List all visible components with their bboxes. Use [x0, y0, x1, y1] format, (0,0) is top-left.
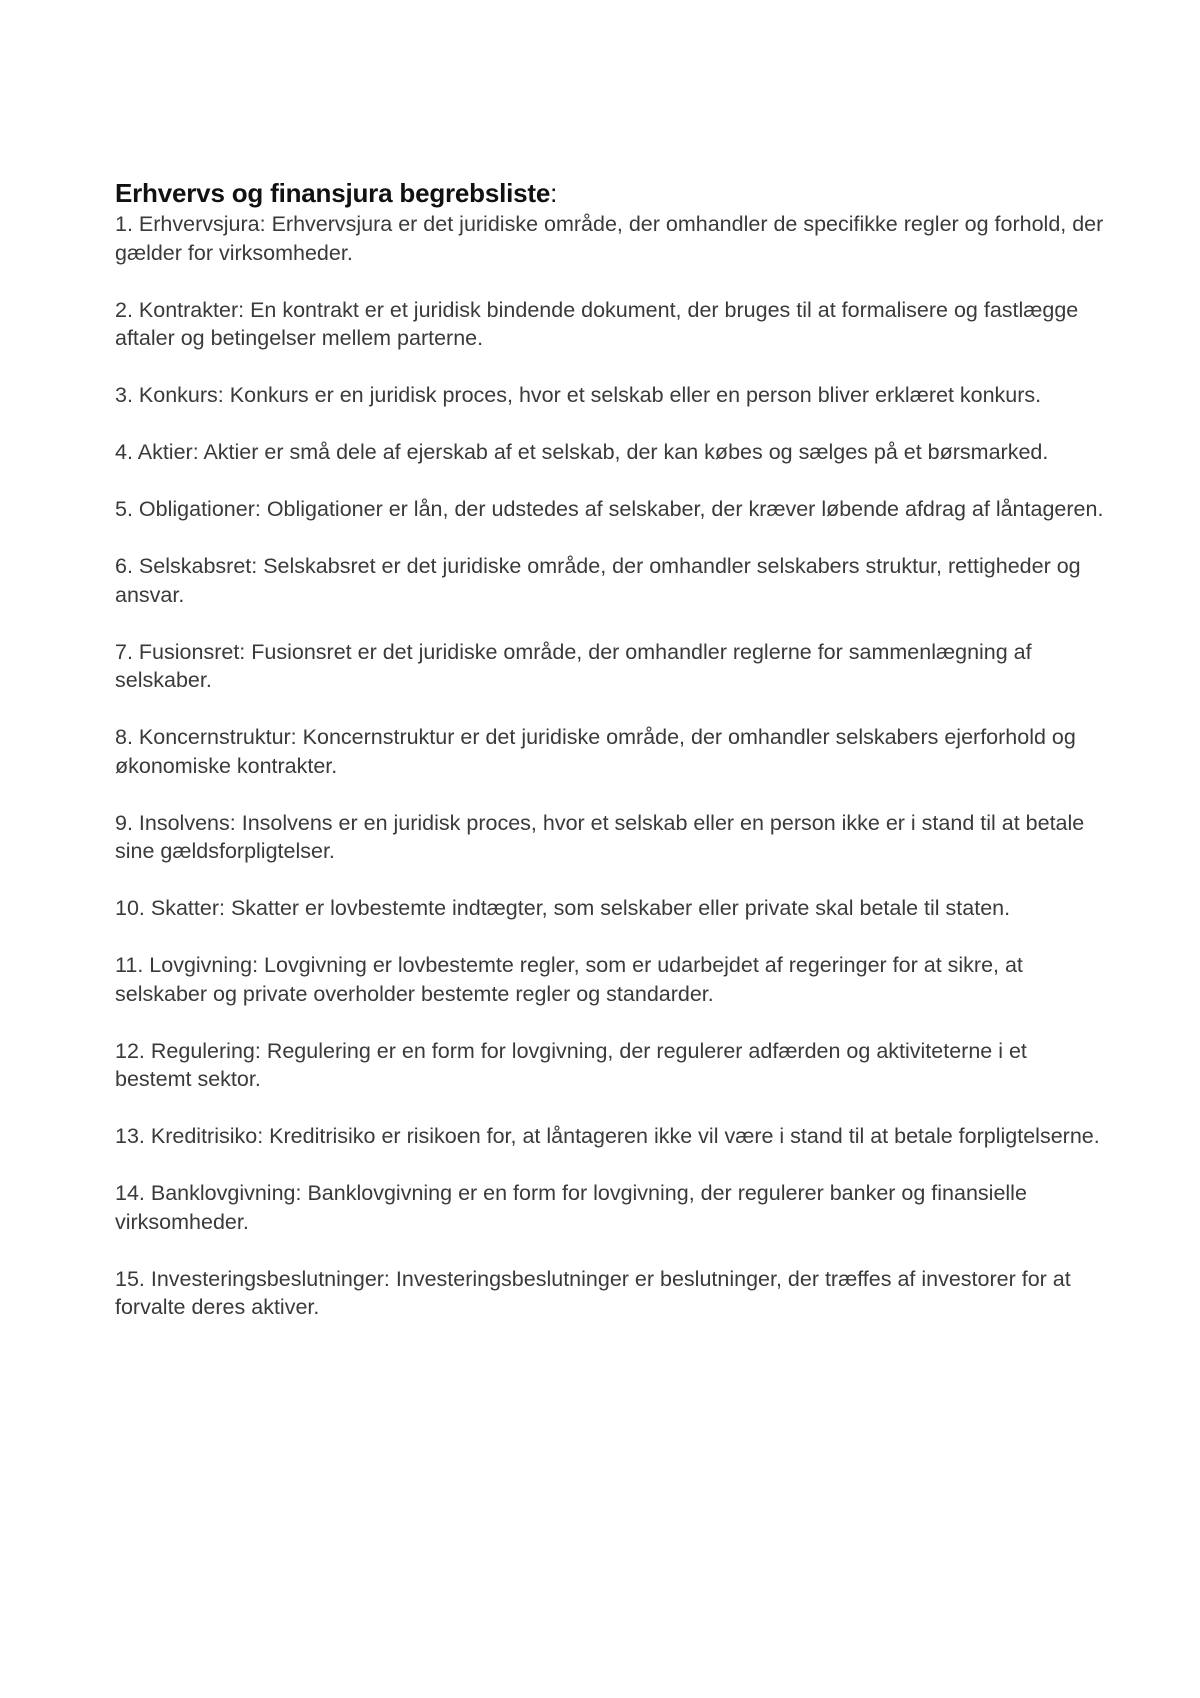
term-definition: Insolvens er en juridisk proces, hvor et selskab eller en person ikke er i stand til at betale sine gældsforpligtelser. [115, 810, 1085, 863]
term-name: Fusionsret: [138, 639, 246, 664]
term-definition: En kontrakt er et juridisk bindende dokument, der bruges til at formalisere og fastlægge aftaler og betingelser mellem parterne. [115, 297, 1079, 350]
term-number: 10. [115, 896, 145, 920]
term-number: 14. [115, 1181, 145, 1205]
term-definition: Lovgivning er lovbestemte regler, som er udarbejdet af regeringer for at sikre, at selskaber og private overholder bestemte regler og standarder. [115, 953, 1023, 1006]
term-name: Skatter: [150, 896, 225, 920]
term-name: Lovgivning: [149, 953, 259, 977]
term-name: Investeringsbeslutninger: [150, 1266, 390, 1291]
term-number: 8. [115, 725, 133, 749]
term-item [115, 210, 1105, 267]
term-number: 11. [115, 953, 144, 977]
term-number: 9. [115, 810, 133, 835]
term-name: Selskabsret: [138, 554, 258, 578]
term-number: 13. [115, 1124, 145, 1148]
term-item [115, 951, 1105, 1008]
term-definition: Banklovgivning er en form for lovgivning, der regulerer banker og finansielle virksomheder. [115, 1181, 1027, 1234]
term-definition: Selskabsret er det juridiske område, der omhandler selskabers struktur, rettigheder og ansvar. [115, 554, 1081, 607]
term-definition: Koncernstruktur er det juridiske område, der omhandler selskabers ejerforhold og økonomiske kontrakter. [115, 725, 1076, 778]
term-item [115, 638, 1105, 695]
term-definition: Regulering er en form for lovgivning, der regulerer adfærden og aktiviteterne i et bestemt sektor. [115, 1038, 1027, 1091]
term-number: 6. [115, 554, 133, 578]
term-name: Erhvervsjura: [138, 212, 266, 236]
term-definition: Erhvervsjura er det juridiske område, der omhandler de specifikke regler og forhold, der gælder for virksomheder. [115, 212, 1104, 265]
term-item [115, 296, 1105, 353]
document-title-text: Erhvervs og finansjura begrebsliste [115, 178, 551, 208]
term-number: 3. [115, 383, 133, 407]
term-name: Kreditrisiko: [150, 1124, 264, 1148]
term-item [115, 495, 1105, 524]
term-item [115, 723, 1105, 780]
term-name: Insolvens: [138, 810, 236, 835]
term-number: 12. [115, 1038, 145, 1063]
term-item [115, 438, 1105, 467]
term-name: Aktier: [137, 440, 199, 464]
term-name: Banklovgivning: [150, 1181, 302, 1205]
term-definition: Konkurs er en juridisk proces, hvor et selskab eller en person bliver erklæret konkurs. [229, 383, 1042, 407]
term-definition: Skatter er lovbestemte indtægter, som selskaber eller private skal betale til staten. [230, 896, 1011, 920]
term-item [115, 381, 1105, 410]
term-name: Regulering: [150, 1038, 261, 1063]
term-definition: Kreditrisiko er risikoen for, at låntageren ikke vil være i stand til at betale forpligtelserne. [269, 1124, 1100, 1148]
term-number: 1. [115, 212, 133, 236]
term-number: 5. [115, 497, 133, 521]
term-name: Konkurs: [138, 383, 224, 407]
term-name: Koncernstruktur: [138, 725, 297, 749]
term-number: 4. [115, 440, 133, 464]
term-item [115, 552, 1105, 609]
term-item [115, 1265, 1105, 1322]
term-definition: Aktier er små dele af ejerskab af et selskab, der kan købes og sælges på et børsmarked. [203, 440, 1049, 464]
term-name: Kontrakter: [138, 297, 245, 322]
term-item [115, 894, 1105, 923]
document-content [115, 176, 1105, 1350]
term-item [115, 1037, 1105, 1094]
term-definition: Investeringsbeslutninger er beslutninger, der træffes af investorer for at forvalte deres aktiver. [115, 1266, 1071, 1319]
term-number: 7. [115, 639, 133, 664]
term-definition: Fusionsret er det juridiske område, der omhandler reglerne for sammenlægning af selskaber. [115, 639, 1032, 692]
term-definition: Obligationer er lån, der udstedes af selskaber, der kræver løbende afdrag af låntageren. [266, 497, 1104, 521]
document-title [115, 176, 1105, 210]
term-number: 15. [115, 1266, 145, 1291]
term-item [115, 1122, 1105, 1151]
term-number: 2. [115, 297, 133, 322]
term-item [115, 809, 1105, 866]
term-name: Obligationer: [138, 497, 261, 521]
document-title-colon: : [550, 178, 558, 208]
term-list [115, 210, 1105, 1322]
term-item [115, 1179, 1105, 1236]
